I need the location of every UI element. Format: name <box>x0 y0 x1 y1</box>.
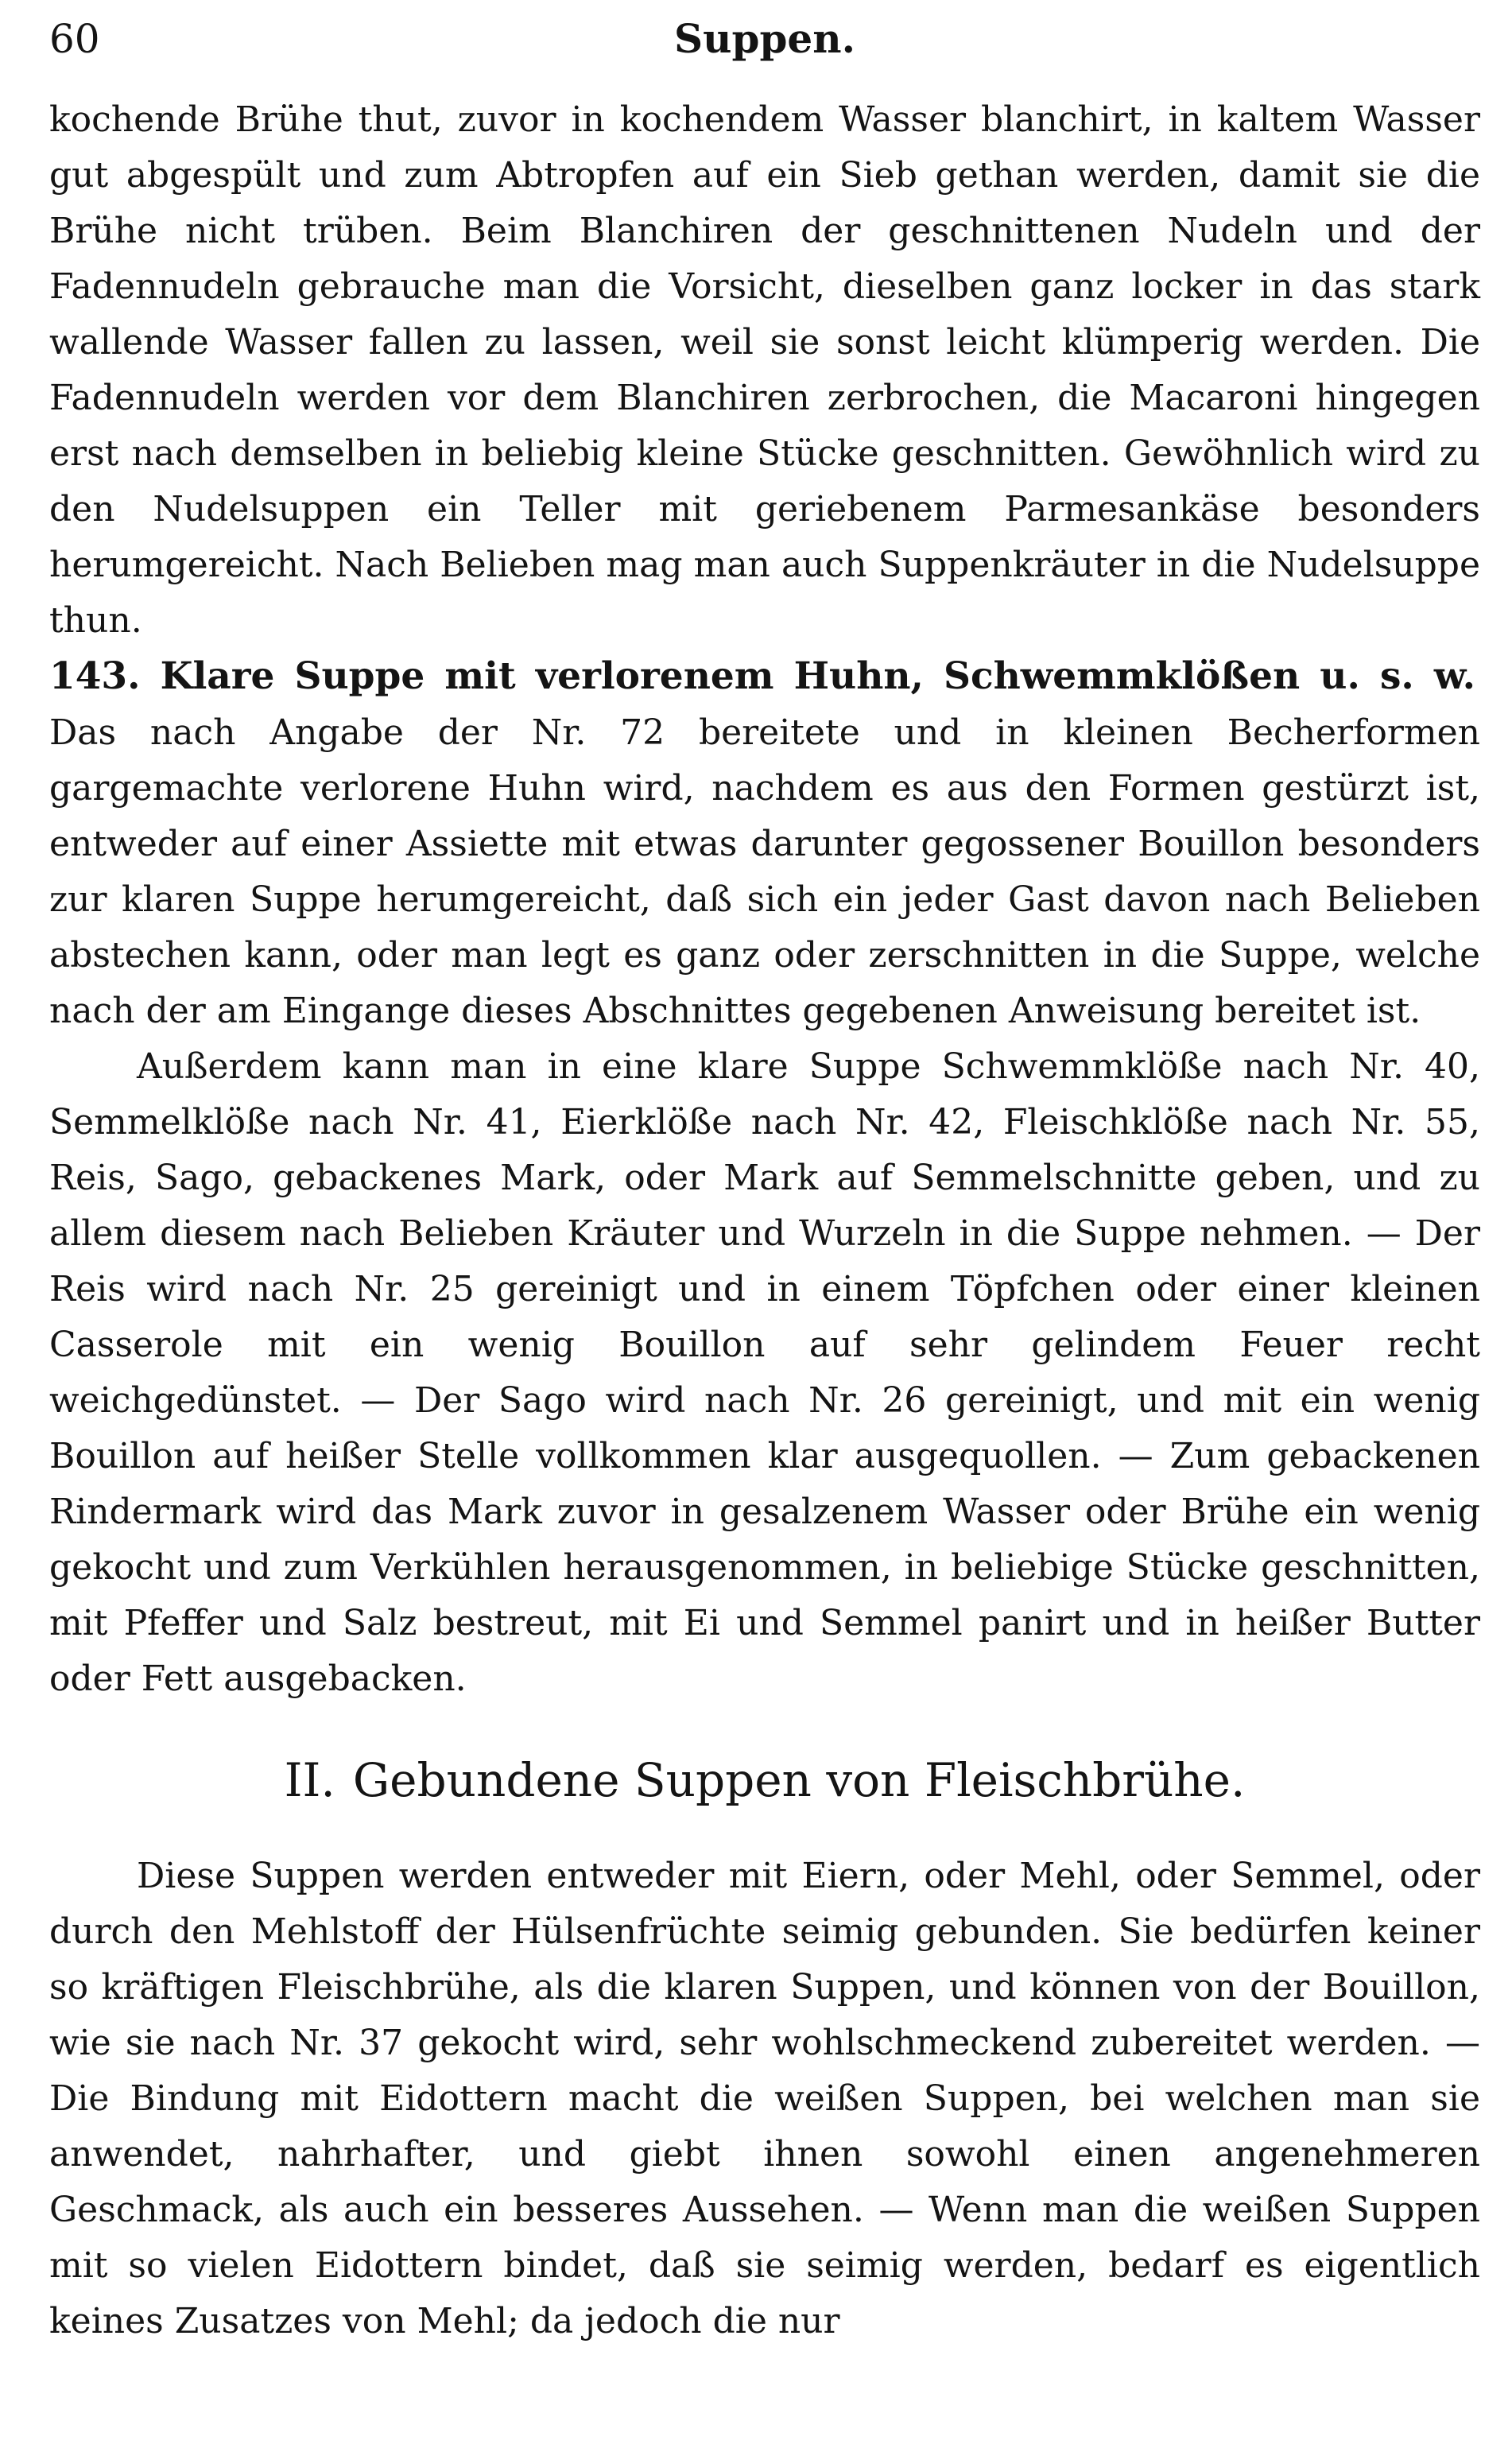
recipe-143-additions-paragraph: Außerdem kann man in eine klare Suppe Schwemmklöße nach Nr. 40, Semmelklöße nach Nr. 41, Eierklöße nach Nr. 42, Fleischklöße nach Nr. 55, Reis, Sago, gebackenes Mark, oder Mark auf Semmelschnitte geben, und zu allem diesem nach Belieben Kräuter und Wurzeln in die Suppe nehmen. — Der Reis wird nach Nr. 25 gereinigt und in einem Töpfchen oder einer kleinen Casserole mit ein wenig Bouillon auf sehr gelindem Feuer recht weichgedünstet. — Der Sago wird nach Nr. 26 gereinigt, und mit ein wenig Bouillon auf heißer Stelle vollkommen klar ausgequollen. — Zum gebackenen Rindermark wird das Mark zuvor in gesalzenem Wasser oder Brühe ein wenig gekocht und zum Verkühlen herausgenommen, in beliebige Stücke geschnitten, mit Pfeffer und Salz bestreut, mit Ei und Semmel panirt und in heißer Butter oder Fett ausgebacken. <box>49 1046 1480 1699</box>
running-head <box>49 11 1480 67</box>
running-title: Suppen. <box>674 15 855 62</box>
section-ii-title <box>49 1744 1480 1817</box>
recipe-143-paragraph <box>49 649 1480 1039</box>
recipe-143-heading: 143. Klare Suppe mit verlorenem Huhn, Schwemmklößen u. s. w. <box>49 654 1475 698</box>
recipe-143-body: Das nach Angabe der Nr. 72 bereitete und in kleinen Becherformen gargemachte verlorene Huhn wird, nachdem es aus den Formen gestürzt ist, entweder auf einer Assiette mit etwas darunter gegossener Bouillon besonders zur klaren Suppe herumgereicht, daß sich ein jeder Gast davon nach Belieben abstechen kann, oder man legt es ganz oder zerschnitten in die Suppe, welche nach der am Eingange dieses Abschnittes gegebenen Anweisung bereitet ist. <box>49 712 1480 1031</box>
section-ii-intro-paragraph: Diese Suppen werden entweder mit Eiern, oder Mehl, oder Semmel, oder durch den Mehlstoff der Hülsenfrüchte seimig gebunden. Sie bedürfen keiner so kräftigen Fleischbrühe, als die klaren Suppen, und können von der Bouillon, wie sie nach Nr. 37 gekocht wird, sehr wohlschmeckend zubereitet werden. — Die Bindung mit Eidottern macht die weißen Suppen, bei welchen man sie anwendet, nahrhafter, und giebt ihnen sowohl einen angenehmeren Geschmack, als auch ein besseres Aussehen. — Wenn man die weißen Suppen mit so vielen Eidottern bindet, daß sie seimig werden, bedarf es eigentlich keines Zusatzes von Mehl; da jedoch die nur <box>49 1856 1480 2341</box>
continued-paragraph: kochende Brühe thut, zuvor in kochendem Wasser blanchirt, in kaltem Wasser gut abgespült und zum Abtropfen auf ein Sieb gethan werden, damit sie die Brühe nicht trüben. Beim Blanchiren der geschnittenen Nudeln und der Fadennudeln gebrauche man die Vorsicht, dieselben ganz locker in das stark wallende Wasser fallen zu lassen, weil sie sonst leicht klümperig werden. Die Fadennudeln werden vor dem Blanchiren zerbrochen, die Macaroni hingegen erst nach demselben in beliebig kleine Stücke geschnitten. Gewöhnlich wird zu den Nudelsuppen ein Teller mit geriebenem Parmesankäse besonders herumgereicht. Nach Belieben mag man auch Suppenkräuter in die Nudelsuppe thun. <box>49 99 1480 641</box>
book-page <box>49 11 1480 2349</box>
section-ii-title-text: Gebundene Suppen von Fleischbrühe. <box>352 1753 1246 1807</box>
section-ii-number: II. <box>284 1753 335 1807</box>
page-number: 60 <box>49 16 100 62</box>
